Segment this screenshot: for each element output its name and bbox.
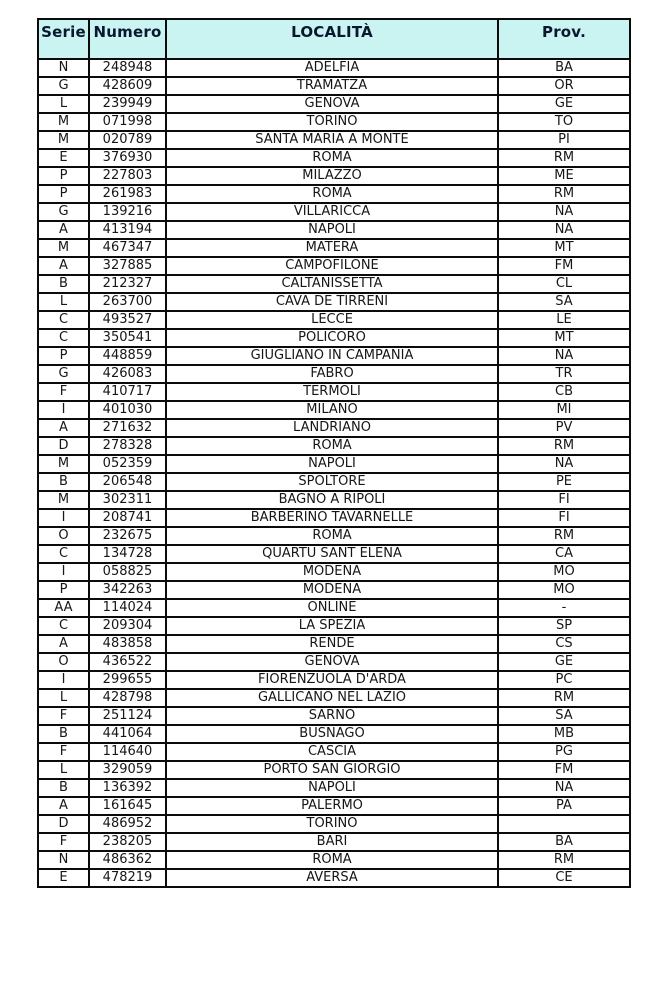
cell-numero: 329059 [89,761,166,779]
table-row [38,545,630,563]
table-row [38,437,630,455]
cell-localita: ROMA [166,185,498,203]
cell-prov: NA [498,203,630,221]
table-row [38,473,630,491]
cell-localita: CASCIA [166,743,498,761]
table-row [38,239,630,257]
table-row [38,221,630,239]
cell-localita: LECCE [166,311,498,329]
cell-prov: LE [498,311,630,329]
table-row [38,563,630,581]
cell-localita: SANTA MARIA A MONTE [166,131,498,149]
cell-prov: RM [498,689,630,707]
cell-numero: 467347 [89,239,166,257]
cell-localita: ROMA [166,851,498,869]
cell-prov: BA [498,833,630,851]
table-row [38,671,630,689]
header-row [38,19,630,59]
cell-prov: CE [498,869,630,887]
cell-serie: P [38,581,89,599]
cell-localita: SARNO [166,707,498,725]
cell-serie: F [38,707,89,725]
table-row [38,419,630,437]
table-row [38,869,630,887]
cell-prov: MO [498,563,630,581]
cell-numero: 448859 [89,347,166,365]
table-row [38,689,630,707]
cell-serie: AA [38,599,89,617]
table-row [38,653,630,671]
cell-serie: M [38,239,89,257]
cell-prov: SP [498,617,630,635]
cell-serie: P [38,185,89,203]
cell-serie: B [38,779,89,797]
cell-prov: SA [498,707,630,725]
cell-prov: RM [498,185,630,203]
cell-prov [498,815,630,833]
table-row [38,617,630,635]
table-row [38,203,630,221]
cell-serie: G [38,365,89,383]
column-header-serie: Serie [38,19,89,59]
cell-numero: 239949 [89,95,166,113]
cell-prov: NA [498,347,630,365]
cell-localita: LANDRIANO [166,419,498,437]
cell-serie: F [38,743,89,761]
cell-localita: TORINO [166,815,498,833]
cell-localita: BARI [166,833,498,851]
cell-prov: BA [498,59,630,77]
cell-serie: O [38,653,89,671]
cell-localita: VILLARICCA [166,203,498,221]
cell-numero: 209304 [89,617,166,635]
cell-prov: PC [498,671,630,689]
cell-localita: SPOLTORE [166,473,498,491]
table-row [38,347,630,365]
cell-localita: FABRO [166,365,498,383]
cell-prov: FM [498,257,630,275]
cell-serie: C [38,545,89,563]
table-row [38,491,630,509]
cell-serie: I [38,509,89,527]
cell-localita: PORTO SAN GIORGIO [166,761,498,779]
column-header-numero: Numero [89,19,166,59]
cell-serie: E [38,149,89,167]
cell-localita: NAPOLI [166,455,498,473]
cell-prov: MI [498,401,630,419]
cell-serie: M [38,455,89,473]
cell-prov: MT [498,329,630,347]
cell-localita: TRAMATZA [166,77,498,95]
table-row [38,95,630,113]
cell-numero: 483858 [89,635,166,653]
cell-serie: B [38,275,89,293]
cell-prov: PA [498,797,630,815]
cell-prov: PE [498,473,630,491]
cell-prov: PV [498,419,630,437]
cell-serie: A [38,419,89,437]
cell-prov: MB [498,725,630,743]
cell-numero: 263700 [89,293,166,311]
cell-localita: CALTANISSETTA [166,275,498,293]
table-row [38,257,630,275]
cell-numero: 058825 [89,563,166,581]
cell-numero: 302311 [89,491,166,509]
cell-serie: I [38,401,89,419]
cell-serie: F [38,383,89,401]
table-row [38,725,630,743]
cell-numero: 278328 [89,437,166,455]
cell-serie: P [38,347,89,365]
cell-numero: 114640 [89,743,166,761]
cell-prov: TO [498,113,630,131]
cell-localita: QUARTU SANT ELENA [166,545,498,563]
cell-localita: BARBERINO TAVARNELLE [166,509,498,527]
cell-numero: 212327 [89,275,166,293]
table-row [38,185,630,203]
cell-numero: 428609 [89,77,166,95]
cell-localita: CAVA DE TIRRENI [166,293,498,311]
cell-localita: POLICORO [166,329,498,347]
cell-serie: M [38,491,89,509]
cell-serie: N [38,59,89,77]
cell-numero: 493527 [89,311,166,329]
table-body [38,59,630,887]
table-row [38,707,630,725]
table-row [38,833,630,851]
cell-numero: 052359 [89,455,166,473]
table-row [38,779,630,797]
cell-serie: G [38,77,89,95]
cell-localita: GENOVA [166,95,498,113]
cell-numero: 251124 [89,707,166,725]
cell-localita: MATERA [166,239,498,257]
cell-prov: RM [498,437,630,455]
cell-localita: BAGNO A RIPOLI [166,491,498,509]
cell-localita: MODENA [166,563,498,581]
cell-serie: L [38,95,89,113]
cell-numero: 206548 [89,473,166,491]
cell-numero: 232675 [89,527,166,545]
cell-localita: CAMPOFILONE [166,257,498,275]
table-row [38,761,630,779]
cell-serie: C [38,329,89,347]
cell-prov: NA [498,779,630,797]
cell-serie: A [38,635,89,653]
cell-prov: GE [498,95,630,113]
cell-serie: E [38,869,89,887]
cell-prov: NA [498,455,630,473]
cell-prov: CS [498,635,630,653]
cell-serie: F [38,833,89,851]
cell-localita: TERMOLI [166,383,498,401]
cell-localita: PALERMO [166,797,498,815]
cell-localita: GALLICANO NEL LAZIO [166,689,498,707]
table-row [38,149,630,167]
cell-numero: 139216 [89,203,166,221]
cell-localita: FIORENZUOLA D'ARDA [166,671,498,689]
cell-serie: B [38,725,89,743]
cell-prov: PG [498,743,630,761]
cell-numero: 271632 [89,419,166,437]
cell-serie: I [38,563,89,581]
cell-localita: MILANO [166,401,498,419]
cell-numero: 161645 [89,797,166,815]
cell-prov: FM [498,761,630,779]
cell-numero: 261983 [89,185,166,203]
cell-numero: 413194 [89,221,166,239]
cell-prov: - [498,599,630,617]
cell-numero: 248948 [89,59,166,77]
cell-numero: 486362 [89,851,166,869]
cell-prov: RM [498,851,630,869]
cell-numero: 436522 [89,653,166,671]
cell-numero: 134728 [89,545,166,563]
cell-serie: D [38,815,89,833]
cell-serie: I [38,671,89,689]
cell-numero: 426083 [89,365,166,383]
cell-serie: B [38,473,89,491]
cell-numero: 114024 [89,599,166,617]
cell-prov: FI [498,509,630,527]
cell-numero: 410717 [89,383,166,401]
cell-numero: 350541 [89,329,166,347]
cell-serie: C [38,311,89,329]
cell-localita: ROMA [166,527,498,545]
cell-numero: 136392 [89,779,166,797]
cell-serie: C [38,617,89,635]
cell-serie: A [38,797,89,815]
cell-serie: O [38,527,89,545]
table-row [38,509,630,527]
cell-numero: 401030 [89,401,166,419]
cell-prov: RM [498,527,630,545]
table-row [38,77,630,95]
cell-prov: PI [498,131,630,149]
cell-prov: SA [498,293,630,311]
table-row [38,743,630,761]
cell-prov: ME [498,167,630,185]
table-row [38,797,630,815]
cell-serie: N [38,851,89,869]
cell-numero: 238205 [89,833,166,851]
cell-numero: 227803 [89,167,166,185]
cell-localita: NAPOLI [166,779,498,797]
table-row [38,401,630,419]
cell-prov: OR [498,77,630,95]
cell-numero: 071998 [89,113,166,131]
table-row [38,59,630,77]
cell-localita: LA SPEZIA [166,617,498,635]
cell-numero: 342263 [89,581,166,599]
cell-prov: CA [498,545,630,563]
table-row [38,167,630,185]
cell-numero: 428798 [89,689,166,707]
cell-localita: MODENA [166,581,498,599]
table-row [38,275,630,293]
cell-localita: ROMA [166,437,498,455]
cell-prov: MO [498,581,630,599]
column-header-prov: Prov. [498,19,630,59]
cell-numero: 208741 [89,509,166,527]
cell-numero: 441064 [89,725,166,743]
cell-prov: GE [498,653,630,671]
table-row [38,527,630,545]
cell-numero: 478219 [89,869,166,887]
cell-serie: G [38,203,89,221]
table-row [38,113,630,131]
cell-localita: GIUGLIANO IN CAMPANIA [166,347,498,365]
cell-localita: RENDE [166,635,498,653]
cell-serie: L [38,293,89,311]
table-header [38,19,630,59]
cell-prov: CB [498,383,630,401]
column-header-localita: LOCALITÀ [166,19,498,59]
table-row [38,293,630,311]
cell-numero: 020789 [89,131,166,149]
cell-serie: M [38,113,89,131]
table-row [38,455,630,473]
cell-numero: 327885 [89,257,166,275]
table-row [38,365,630,383]
cell-prov: CL [498,275,630,293]
table-row [38,635,630,653]
cell-localita: TORINO [166,113,498,131]
table-row [38,851,630,869]
cell-localita: ADELFIA [166,59,498,77]
cell-numero: 299655 [89,671,166,689]
table-row [38,329,630,347]
winning-tickets-table [37,18,631,888]
cell-serie: A [38,221,89,239]
cell-serie: M [38,131,89,149]
table-row [38,581,630,599]
cell-localita: NAPOLI [166,221,498,239]
table-row [38,383,630,401]
cell-prov: NA [498,221,630,239]
cell-prov: RM [498,149,630,167]
cell-localita: GENOVA [166,653,498,671]
cell-serie: P [38,167,89,185]
table-row [38,311,630,329]
cell-localita: MILAZZO [166,167,498,185]
table-row [38,599,630,617]
cell-numero: 376930 [89,149,166,167]
cell-localita: BUSNAGO [166,725,498,743]
cell-numero: 486952 [89,815,166,833]
cell-prov: MT [498,239,630,257]
cell-localita: AVERSA [166,869,498,887]
table-row [38,815,630,833]
cell-serie: L [38,689,89,707]
cell-serie: L [38,761,89,779]
cell-prov: TR [498,365,630,383]
cell-serie: D [38,437,89,455]
table-row [38,131,630,149]
cell-serie: A [38,257,89,275]
cell-prov: FI [498,491,630,509]
cell-localita: ROMA [166,149,498,167]
cell-localita: ONLINE [166,599,498,617]
